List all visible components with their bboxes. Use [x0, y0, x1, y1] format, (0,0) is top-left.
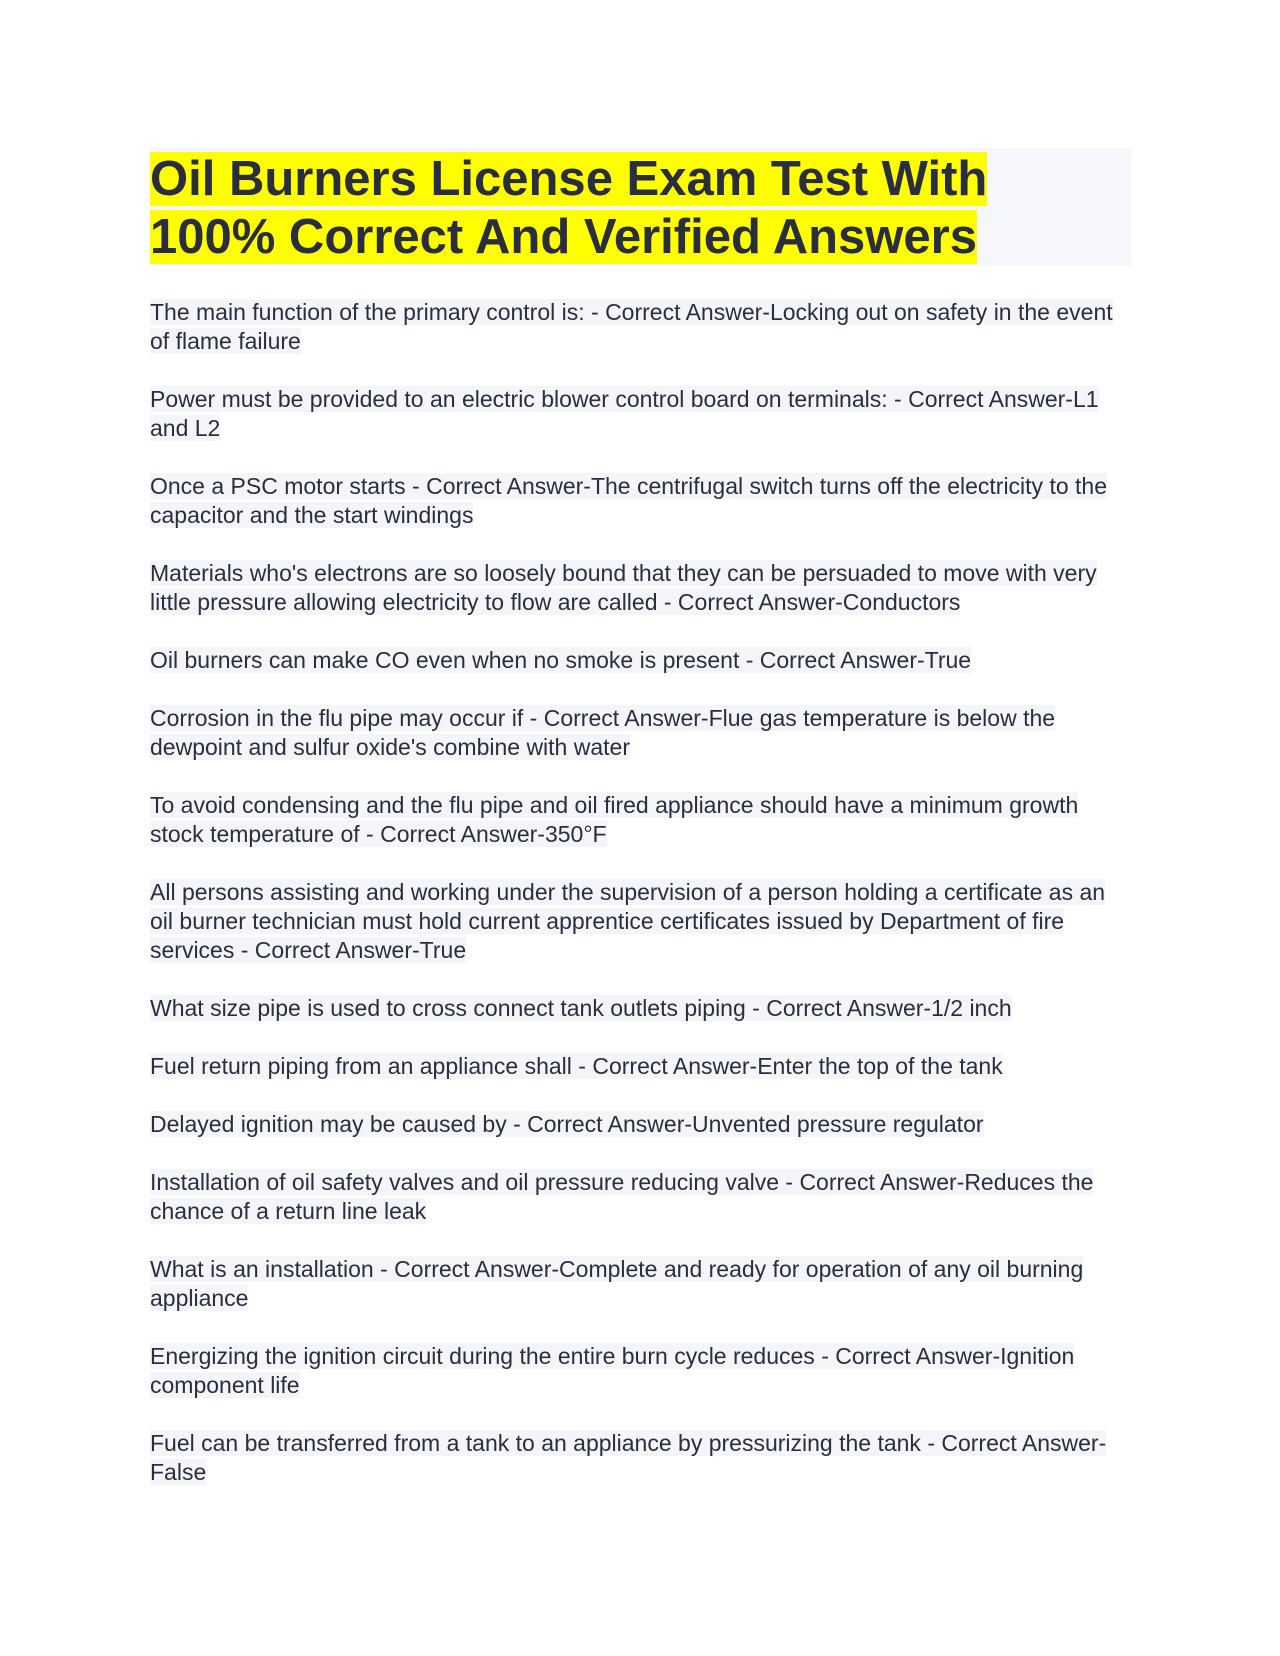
question-text: Materials who's electrons are so loosely bound that they can be persuaded to move with very little pressure allowing electricity to flow are called - Correct Answer-Conductors — [150, 560, 1097, 615]
question-item — [150, 298, 1132, 356]
question-item — [150, 472, 1132, 530]
question-item — [150, 791, 1132, 849]
page-title — [150, 150, 1030, 266]
question-text: All persons assisting and working under the supervision of a person holding a certificate as an oil burner technician must hold current apprentice certificates issued by Department of fire services - Correct Answer-True — [150, 879, 1106, 963]
question-item — [150, 385, 1132, 443]
question-item — [150, 878, 1132, 965]
question-text: Corrosion in the flu pipe may occur if - Correct Answer-Flue gas temperature is below the dewpoint and sulfur oxide's combine with water — [150, 705, 1056, 760]
question-text: What size pipe is used to cross connect tank outlets piping - Correct Answer-1/2 inch — [150, 995, 1012, 1021]
question-item — [150, 1429, 1132, 1487]
question-item — [150, 1342, 1132, 1400]
document-page — [150, 148, 1132, 1516]
question-item — [150, 1052, 1132, 1081]
question-text: Fuel return piping from an appliance shall - Correct Answer-Enter the top of the tank — [150, 1053, 1003, 1079]
question-text: Installation of oil safety valves and oil pressure reducing valve - Correct Answer-Reduces the chance of a return line leak — [150, 1169, 1094, 1224]
question-item — [150, 704, 1132, 762]
question-text: Once a PSC motor starts - Correct Answer-The centrifugal switch turns off the electricity to the capacitor and the start windings — [150, 473, 1107, 528]
question-text: Power must be provided to an electric blower control board on terminals: - Correct Answer-L1 and L2 — [150, 386, 1099, 441]
question-text: Delayed ignition may be caused by - Correct Answer-Unvented pressure regulator — [150, 1111, 984, 1137]
page-title-text: Oil Burners License Exam Test With 100% Correct And Verified Answers — [150, 152, 988, 264]
title-block — [150, 148, 1132, 266]
question-item — [150, 1255, 1132, 1313]
question-text: Fuel can be transferred from a tank to an appliance by pressurizing the tank - Correct Answer-False — [150, 1430, 1107, 1485]
question-item — [150, 1168, 1132, 1226]
question-text: Energizing the ignition circuit during the entire burn cycle reduces - Correct Answer-Ignition component life — [150, 1343, 1075, 1398]
question-item — [150, 994, 1132, 1023]
question-item — [150, 646, 1132, 675]
question-text: To avoid condensing and the flu pipe and oil fired appliance should have a minimum growth stock temperature of - Correct Answer-350°F — [150, 792, 1079, 847]
question-item — [150, 559, 1132, 617]
question-list — [150, 298, 1132, 1487]
question-text: The main function of the primary control is: - Correct Answer-Locking out on safety in the event of flame failure — [150, 299, 1113, 354]
question-item — [150, 1110, 1132, 1139]
question-text: Oil burners can make CO even when no smoke is present - Correct Answer-True — [150, 647, 972, 673]
question-text: What is an installation - Correct Answer-Complete and ready for operation of any oil burning appliance — [150, 1256, 1084, 1311]
